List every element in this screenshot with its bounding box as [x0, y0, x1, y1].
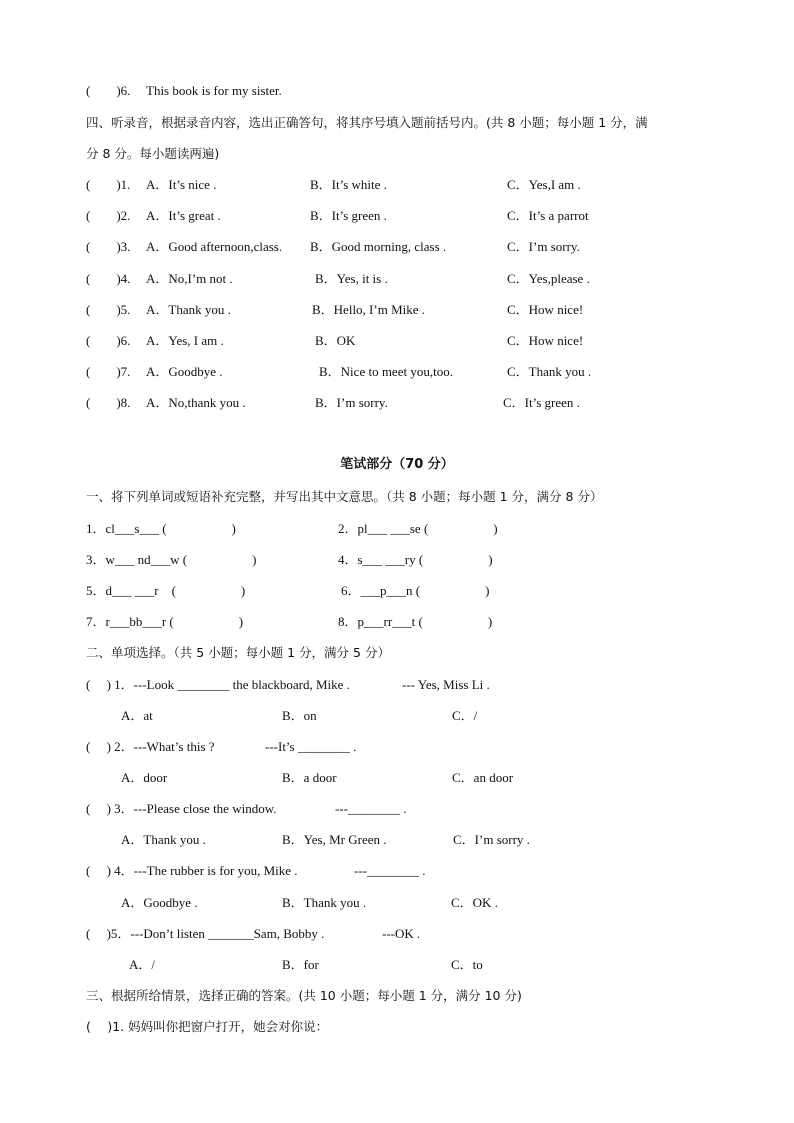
option-a: A．Thank you . [146, 302, 231, 317]
option-c: C．Thank you . [507, 364, 592, 379]
item-number: ( )4. [86, 271, 131, 286]
option-a: A．/ [129, 957, 156, 972]
question-stem: ( ) 2．---What’s this ? [86, 739, 215, 754]
fill-item: 1．cl___s___ ( ) [86, 521, 236, 536]
listening-item [0, 175, 794, 195]
mc-question [0, 737, 794, 757]
question-stem: ( ) 3．---Please close the window. [86, 801, 277, 816]
option-b: B．It’s white . [310, 177, 387, 192]
option-c: C．I’m sorry . [453, 832, 530, 847]
fill-item: 7．r___bb___r ( ) [86, 614, 244, 629]
option-b: B．Yes, Mr Green . [282, 832, 387, 847]
question-stem: ( ) 1．---Look ________ the blackboard, Mike . [86, 677, 350, 692]
option-c: C．to [451, 957, 483, 972]
option-b: B．for [282, 957, 319, 972]
fill-item: 2．pl___ ___se ( ) [338, 521, 498, 536]
item-number: ( )5. [86, 302, 131, 317]
mc-options [0, 955, 794, 975]
item-number: ( )7. [86, 364, 131, 379]
option-b: B．It’s green . [310, 208, 387, 223]
section-title: 笔试部分（70 分） [340, 457, 454, 472]
option-b: B．a door [282, 770, 337, 785]
option-c: C．It’s green . [503, 395, 580, 410]
option-b: B．on [282, 708, 317, 723]
question-reply: ---________ . [354, 863, 426, 878]
item-number: ( )3. [86, 239, 131, 254]
option-c: C．Yes,please . [507, 271, 590, 286]
option-a: A．Thank you . [121, 832, 206, 847]
listening-item [0, 269, 794, 289]
option-b: B．Yes, it is . [315, 271, 388, 286]
option-a: A．No,I’m not . [146, 271, 233, 286]
option-a: A．It’s nice . [146, 177, 217, 192]
fill-item: 4．s___ ___ry ( ) [338, 552, 493, 567]
option-c: C．I’m sorry. [507, 239, 580, 254]
option-c: C．OK . [451, 895, 498, 910]
listening-item [0, 362, 794, 382]
section-heading: 三、根据所给情景，选择正确的答案。(共 10 小题；每小题 1 分，满分 10 分) [86, 988, 522, 1003]
option-c: C．/ [452, 708, 478, 723]
option-b: B．Nice to meet you,too. [319, 364, 453, 379]
option-c: C．It’s a parrot [507, 208, 589, 223]
mc-question [0, 675, 794, 695]
fill-row [0, 581, 794, 601]
question-reply: ---OK . [382, 926, 421, 941]
section-heading-cont: 分 8 分。每小题读两遍) [86, 146, 220, 161]
listening-item [0, 300, 794, 320]
option-a: A．It’s great . [146, 208, 221, 223]
option-a: A．Goodbye . [146, 364, 223, 379]
option-a: A．Goodbye . [121, 895, 198, 910]
mc-options [0, 706, 794, 726]
mc-options [0, 830, 794, 850]
answer-paren: ( )6. [86, 83, 131, 98]
question-text: This book is for my sister. [146, 83, 282, 98]
question-line [0, 81, 794, 101]
section-heading: 四、听录音，根据录音内容，选出正确答句，将其序号填入题前括号内。(共 8 小题；每小题 1 分，满 [86, 115, 648, 130]
option-b: B．OK [315, 333, 356, 348]
question-stem: ( )5．---Don’t listen _______Sam, Bobby . [86, 926, 325, 941]
option-a: A．Yes, I am . [146, 333, 224, 348]
option-a: A．at [121, 708, 153, 723]
mc-question [0, 799, 794, 819]
fill-row [0, 519, 794, 539]
mc-question [0, 924, 794, 944]
option-b: B．Good morning, class . [310, 239, 447, 254]
question-reply: --- Yes, Miss Li . [402, 677, 490, 692]
listening-item [0, 206, 794, 226]
item-number: ( )2. [86, 208, 131, 223]
option-c: C．How nice! [507, 302, 584, 317]
option-a: A．Good afternoon,class. [146, 239, 283, 254]
question-line: ( )1. 妈妈叫你把窗户打开，她会对你说： [86, 1019, 329, 1034]
item-number: ( )1. [86, 177, 131, 192]
section-heading: 二、单项选择。（共 5 小题；每小题 1 分，满分 5 分） [86, 645, 390, 660]
option-b: B．Hello, I’m Mike . [312, 302, 426, 317]
option-b: B．Thank you . [282, 895, 367, 910]
question-stem: ( ) 4．---The rubber is for you, Mike . [86, 863, 298, 878]
listening-item [0, 237, 794, 257]
option-a: A．No,thank you . [146, 395, 246, 410]
listening-item [0, 331, 794, 351]
fill-item: 3．w___ nd___w ( ) [86, 552, 257, 567]
fill-row [0, 550, 794, 570]
mc-question [0, 861, 794, 881]
mc-options [0, 768, 794, 788]
listening-item [0, 393, 794, 413]
item-number: ( )8. [86, 395, 131, 410]
section-heading: 一、将下列单词或短语补充完整，并写出其中文意思。（共 8 小题；每小题 1 分，满分 8 分） [86, 489, 603, 504]
option-c: C．Yes,I am . [507, 177, 581, 192]
fill-item: 6．___p___n ( ) [341, 583, 490, 598]
option-c: C．an door [452, 770, 514, 785]
question-reply: ---________ . [335, 801, 407, 816]
mc-options [0, 893, 794, 913]
fill-row [0, 612, 794, 632]
fill-item: 5．d___ ___r ( ) [86, 583, 246, 598]
fill-item: 8．p___rr___t ( ) [338, 614, 493, 629]
option-a: A．door [121, 770, 168, 785]
option-b: B．I’m sorry. [315, 395, 388, 410]
question-reply: ---It’s ________ . [265, 739, 357, 754]
option-c: C．How nice! [507, 333, 584, 348]
item-number: ( )6. [86, 333, 131, 348]
